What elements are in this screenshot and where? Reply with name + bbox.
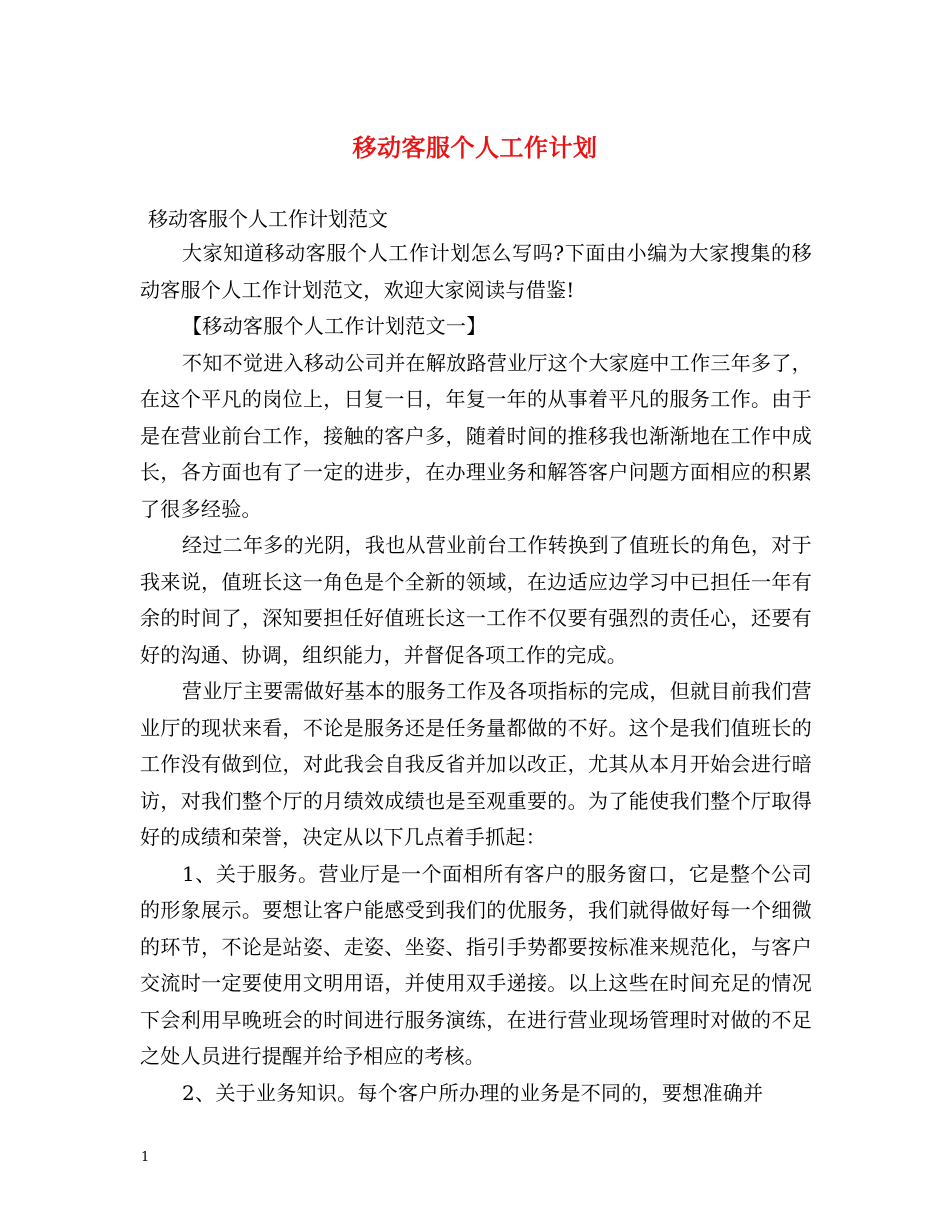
section-heading: 【移动客服个人工作计划范文一】: [182, 314, 487, 338]
document-subtitle: 移动客服个人工作计划范文: [148, 207, 388, 231]
paragraph: 2、关于业务知识。每个客户所办理的业务是不同的，要想准确并: [182, 1080, 764, 1105]
document-body: [140, 235, 812, 1111]
paragraph-intro: 大家知道移动客服个人工作计划怎么写吗?下面由小编为大家搜集的移动客服个人工作计划范文，欢迎大家阅读与借鉴!: [140, 241, 812, 302]
paragraph: 1、关于服务。营业厅是一个面相所有客户的服务窗口，它是整个公司的形象展示。要想让客户能感受到我们的优服务，我们就得做好每一个细微的环节，不论是站姿、走姿、坐姿、指引手势都要按标准来规范化，与客户交流时一定要使用文明用语，并使用双手递接。以上这些在时间充足的情况下会利用早晚班会的时间进行服务演练，在进行营业现场管理时对做的不足之处人员进行提醒并给予相应的考核。: [140, 861, 812, 1068]
page-number: 1: [141, 1150, 150, 1165]
paragraph: 不知不觉进入移动公司并在解放路营业厅这个大家庭中工作三年多了，在这个平凡的岗位上，日复一日，年复一年的从事着平凡的服务工作。由于是在营业前台工作，接触的客户多，随着时间的推移我也渐渐地在工作中成长，各方面也有了一定的进步，在办理业务和解答客户问题方面相应的积累了很多经验。: [140, 350, 812, 521]
paragraph: 经过二年多的光阴，我也从营业前台工作转换到了值班长的角色，对于我来说，值班长这一角色是个全新的领域，在边适应边学习中已担任一年有余的时间了，深知要担任好值班长这一工作不仅要有强烈的责任心，还要有好的沟通、协调，组织能力，并督促各项工作的完成。: [140, 533, 812, 667]
paragraph: 营业厅主要需做好基本的服务工作及各项指标的完成，但就目前我们营业厅的现状来看，不论是服务还是任务量都做的不好。这个是我们值班长的工作没有做到位，对此我会自我反省并加以改正，尤其从本月开始会进行暗访，对我们整个厅的月绩效成绩也是至观重要的。为了能使我们整个厅取得好的成绩和荣誉，决定从以下几点着手抓起：: [140, 679, 812, 849]
document-title: 移动客服个人工作计划: [352, 133, 598, 162]
